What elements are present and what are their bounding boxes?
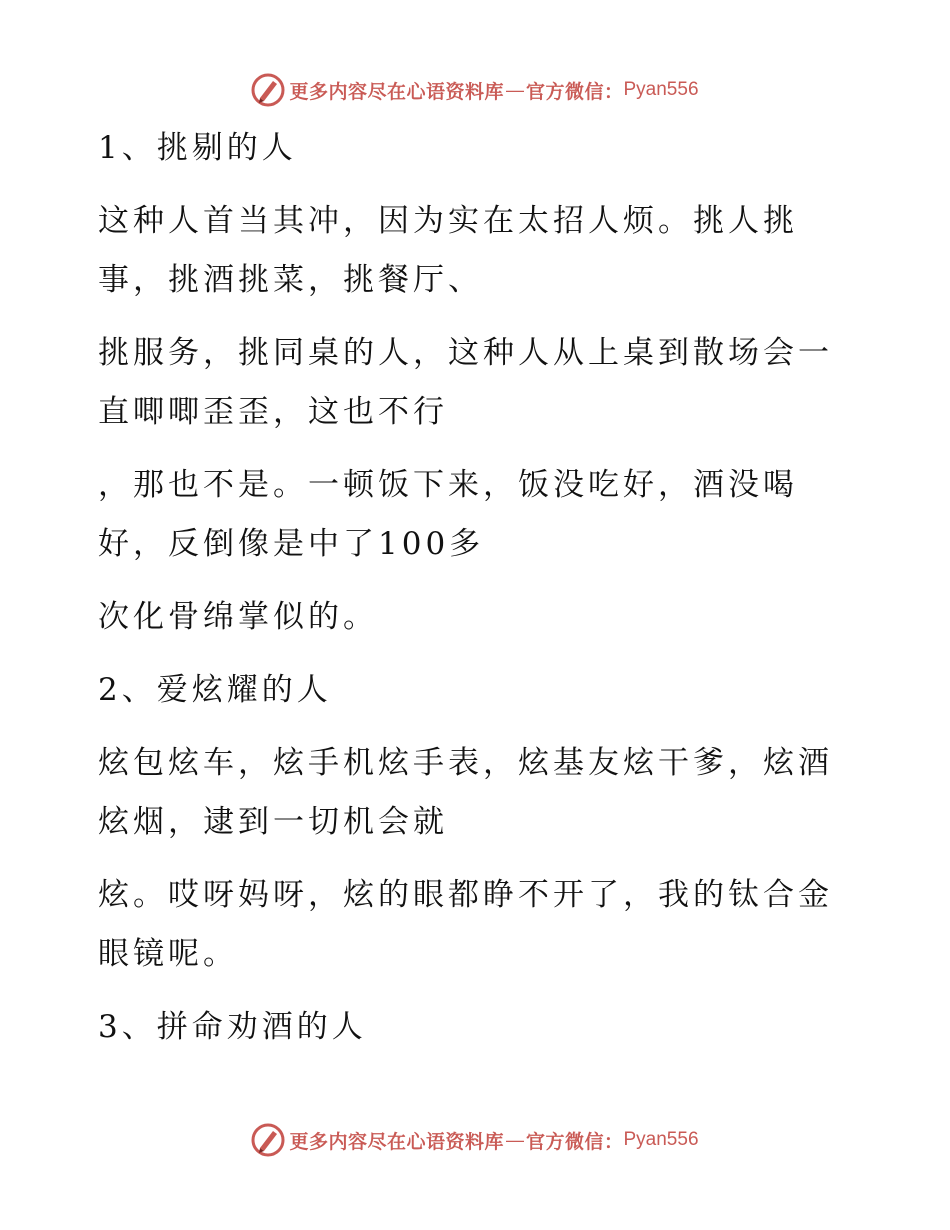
- banner-label: 官方微信：: [525, 81, 624, 103]
- banner-separator: —: [505, 79, 524, 100]
- banner-handle: Pyan556: [623, 79, 699, 100]
- paragraph-line: ，那也不是。一顿饭下来，饭没吃好，酒没喝: [98, 467, 798, 503]
- banner-label: 官方微信：: [525, 1131, 624, 1153]
- pen-logo-icon: [251, 73, 285, 107]
- paragraph-line: 直唧唧歪歪，这也不行: [98, 394, 448, 430]
- section-heading-2: 2、爱炫耀的人: [98, 672, 332, 708]
- banner-text: 更多内容尽在心语资料库: [289, 1131, 504, 1153]
- paragraph-line: 炫烟，逮到一切机会就: [98, 804, 448, 840]
- paragraph-line: 炫包炫车，炫手机炫手表，炫基友炫干爹，炫酒: [98, 745, 833, 781]
- banner-handle: Pyan556: [623, 1129, 699, 1150]
- section-heading-3: 3、拼命劝酒的人: [98, 1009, 367, 1045]
- paragraph-line: 炫。哎呀妈呀，炫的眼都睁不开了，我的钛合金: [98, 877, 833, 913]
- pen-logo-icon: [251, 1123, 285, 1157]
- paragraph-line: 次化骨绵掌似的。: [98, 599, 378, 635]
- paragraph-line: 这种人首当其冲，因为实在太招人烦。挑人挑: [98, 203, 798, 239]
- banner-separator: —: [505, 1129, 524, 1150]
- paragraph-line: 眼镜呢。: [98, 936, 238, 972]
- paragraph-line: 挑服务，挑同桌的人，这种人从上桌到散场会一: [98, 335, 833, 371]
- paragraph-line: 好，反倒像是中了100多: [98, 526, 485, 562]
- section-heading-1: 1、挑剔的人: [98, 130, 297, 166]
- paragraph-line: 事，挑酒挑菜，挑餐厅、: [98, 262, 483, 298]
- banner-text: 更多内容尽在心语资料库: [289, 81, 504, 103]
- footer-watermark: [0, 1120, 950, 1160]
- header-watermark: [0, 70, 950, 110]
